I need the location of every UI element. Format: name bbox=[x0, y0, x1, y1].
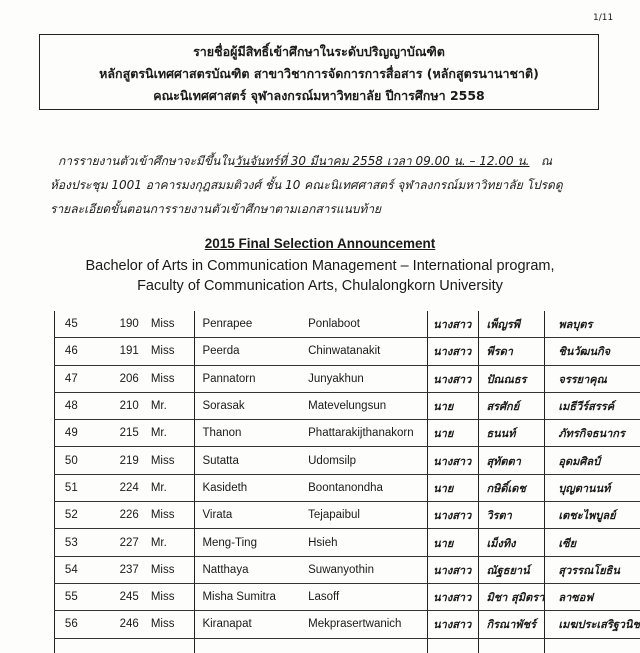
applicant-id-cell: 245 bbox=[88, 583, 145, 610]
header-line-2: หลักสูตรนิเทศศาสตรบัณฑิต สาขาวิชาการจัดการการสื่อสาร (หลักสูตรนานาชาติ) bbox=[40, 64, 598, 84]
thai-title-cell: นางสาว bbox=[428, 447, 479, 474]
first-name-cell: Virata bbox=[195, 502, 301, 529]
row-number-cell: 45 bbox=[55, 311, 88, 338]
faculty-subtitle: Faculty of Communication Arts, Chulalongkorn University bbox=[0, 278, 640, 294]
thai-first-name-cell: กษิดิ์เดช bbox=[479, 474, 545, 501]
partial-cell bbox=[428, 638, 479, 653]
partial-cell bbox=[479, 638, 545, 653]
thai-last-name-cell: อุดมศิลป์ bbox=[545, 447, 640, 474]
thai-first-name-cell: กิรณาพัชร์ bbox=[479, 611, 545, 638]
thai-last-name-cell: บุญตานนท์ bbox=[545, 474, 640, 501]
first-name-cell: Kasideth bbox=[195, 474, 301, 501]
title-cell: Mr. bbox=[145, 392, 195, 419]
thai-title-cell: นางสาว bbox=[428, 311, 479, 338]
title-cell: Miss bbox=[145, 311, 195, 338]
title-cell: Mr. bbox=[145, 474, 195, 501]
thai-title-cell: นางสาว bbox=[428, 338, 479, 365]
last-name-cell: Junyakhun bbox=[301, 365, 428, 392]
thai-last-name-cell: ลาซอฟ bbox=[545, 583, 640, 610]
thai-title-cell: นาย bbox=[428, 392, 479, 419]
applicant-id-cell: 219 bbox=[88, 447, 145, 474]
title-cell: Miss bbox=[145, 365, 195, 392]
header-box bbox=[39, 34, 599, 110]
thai-last-name-cell: พลบุตร bbox=[545, 311, 640, 338]
table-row bbox=[55, 529, 640, 556]
title-cell: Miss bbox=[145, 447, 195, 474]
thai-last-name-cell: เมธีวีร์สรรค์ bbox=[545, 392, 640, 419]
row-number-cell: 49 bbox=[55, 420, 88, 447]
row-number-cell: 53 bbox=[55, 529, 88, 556]
notice-line-1 bbox=[58, 152, 618, 171]
table-row bbox=[55, 583, 640, 610]
program-subtitle: Bachelor of Arts in Communication Management – International program, bbox=[0, 258, 640, 274]
table-row bbox=[55, 474, 640, 501]
thai-title-cell: นางสาว bbox=[428, 611, 479, 638]
first-name-cell: Peerda bbox=[195, 338, 301, 365]
thai-last-name-cell: จรรยาคุณ bbox=[545, 365, 640, 392]
thai-title-cell: นาย bbox=[428, 529, 479, 556]
last-name-cell: Suwanyothin bbox=[301, 556, 428, 583]
announcement-title: 2015 Final Selection Announcement bbox=[0, 236, 640, 251]
thai-first-name-cell: มิชา สุมิตรา bbox=[479, 583, 545, 610]
row-number-cell: 54 bbox=[55, 556, 88, 583]
thai-last-name-cell: สุวรรณโยธิน bbox=[545, 556, 640, 583]
notice-suffix: ณ bbox=[541, 154, 552, 168]
thai-title-cell: นาย bbox=[428, 474, 479, 501]
first-name-cell: Natthaya bbox=[195, 556, 301, 583]
title-cell: Miss bbox=[145, 556, 195, 583]
last-name-cell: Phattarakijthanakorn bbox=[301, 420, 428, 447]
first-name-cell: Pannatorn bbox=[195, 365, 301, 392]
last-name-cell: Boontanondha bbox=[301, 474, 428, 501]
row-number-cell: 51 bbox=[55, 474, 88, 501]
row-number-cell: 50 bbox=[55, 447, 88, 474]
table-row bbox=[55, 311, 640, 338]
applicant-id-cell: 210 bbox=[88, 392, 145, 419]
applicant-id-cell: 227 bbox=[88, 529, 145, 556]
table-row bbox=[55, 392, 640, 419]
partial-cell bbox=[55, 638, 88, 653]
title-cell: Miss bbox=[145, 583, 195, 610]
thai-title-cell: นางสาว bbox=[428, 556, 479, 583]
thai-last-name-cell: ชินวัฒนกิจ bbox=[545, 338, 640, 365]
thai-first-name-cell: สรศักย์ bbox=[479, 392, 545, 419]
notice-prefix: การรายงานตัวเข้าศึกษาจะมีขึ้นใน bbox=[58, 154, 234, 168]
partial-cell bbox=[195, 638, 301, 653]
applicant-id-cell: 215 bbox=[88, 420, 145, 447]
thai-last-name-cell: เตชะไพบูลย์ bbox=[545, 502, 640, 529]
table-row bbox=[55, 338, 640, 365]
applicant-id-cell: 246 bbox=[88, 611, 145, 638]
title-cell: Mr. bbox=[145, 420, 195, 447]
partial-cell bbox=[88, 638, 145, 653]
applicant-id-cell: 190 bbox=[88, 311, 145, 338]
title-cell: Miss bbox=[145, 338, 195, 365]
last-name-cell: Lasoff bbox=[301, 583, 428, 610]
applicant-id-cell: 206 bbox=[88, 365, 145, 392]
row-number-cell: 47 bbox=[55, 365, 88, 392]
last-name-cell: Udomsilp bbox=[301, 447, 428, 474]
thai-title-cell: นางสาว bbox=[428, 583, 479, 610]
thai-title-cell: นางสาว bbox=[428, 365, 479, 392]
last-name-cell: Chinwatanakit bbox=[301, 338, 428, 365]
header-line-3: คณะนิเทศศาสตร์ จุฬาลงกรณ์มหาวิทยาลัย ปีการศึกษา 2558 bbox=[40, 86, 598, 106]
row-number-cell: 52 bbox=[55, 502, 88, 529]
thai-title-cell: นาย bbox=[428, 420, 479, 447]
applicant-id-cell: 224 bbox=[88, 474, 145, 501]
thai-first-name-cell: วิรตา bbox=[479, 502, 545, 529]
first-name-cell: Meng-Ting bbox=[195, 529, 301, 556]
title-cell: Mr. bbox=[145, 529, 195, 556]
applicant-id-cell: 226 bbox=[88, 502, 145, 529]
thai-first-name-cell: เม็งทิง bbox=[479, 529, 545, 556]
first-name-cell: Thanon bbox=[195, 420, 301, 447]
thai-last-name-cell: ภัทรกิจธนากร bbox=[545, 420, 640, 447]
table-row bbox=[55, 447, 640, 474]
last-name-cell: Matevelungsun bbox=[301, 392, 428, 419]
notice-line-3: รายละเอียดขั้นตอนการรายงานตัวเข้าศึกษาตามเอกสารแนบท้าย bbox=[50, 200, 610, 219]
partial-cell bbox=[545, 638, 640, 653]
table-row bbox=[55, 420, 640, 447]
row-number-cell: 56 bbox=[55, 611, 88, 638]
thai-first-name-cell: พีรดา bbox=[479, 338, 545, 365]
row-number-cell: 46 bbox=[55, 338, 88, 365]
thai-first-name-cell: สุทัตตา bbox=[479, 447, 545, 474]
applicant-id-cell: 191 bbox=[88, 338, 145, 365]
header-line-1: รายชื่อผู้มีสิทธิ์เข้าศึกษาในระดับปริญญาบัณฑิต bbox=[40, 42, 598, 62]
thai-last-name-cell: เมฆประเสริฐวนิช bbox=[545, 611, 640, 638]
partial-cell bbox=[145, 638, 195, 653]
first-name-cell: Kiranapat bbox=[195, 611, 301, 638]
page-number: 1/11 bbox=[593, 13, 613, 23]
thai-first-name-cell: เพ็ญรพี bbox=[479, 311, 545, 338]
thai-first-name-cell: ปัณณธร bbox=[479, 365, 545, 392]
thai-first-name-cell: ณัฐธยาน์ bbox=[479, 556, 545, 583]
last-name-cell: Tejapaibul bbox=[301, 502, 428, 529]
partial-cell bbox=[301, 638, 428, 653]
title-cell: Miss bbox=[145, 502, 195, 529]
last-name-cell: Hsieh bbox=[301, 529, 428, 556]
table-row bbox=[55, 556, 640, 583]
notice-date: วันจันทร์ที่ 30 มีนาคม 2558 เวลา 09.00 น. – 12.00 น. bbox=[234, 154, 529, 168]
last-name-cell: Mekprasertwanich bbox=[301, 611, 428, 638]
thai-first-name-cell: ธนนท์ bbox=[479, 420, 545, 447]
title-cell: Miss bbox=[145, 611, 195, 638]
first-name-cell: Penrapee bbox=[195, 311, 301, 338]
table-row bbox=[55, 611, 640, 638]
applicant-id-cell: 237 bbox=[88, 556, 145, 583]
table-row-partial bbox=[55, 638, 640, 653]
selection-table-body bbox=[55, 311, 640, 653]
first-name-cell: Misha Sumitra bbox=[195, 583, 301, 610]
first-name-cell: Sutatta bbox=[195, 447, 301, 474]
selection-table bbox=[54, 311, 640, 653]
last-name-cell: Ponlaboot bbox=[301, 311, 428, 338]
row-number-cell: 55 bbox=[55, 583, 88, 610]
table-row bbox=[55, 502, 640, 529]
table-row bbox=[55, 365, 640, 392]
thai-title-cell: นางสาว bbox=[428, 502, 479, 529]
thai-last-name-cell: เซีย bbox=[545, 529, 640, 556]
notice-line-2: ห้องประชุม 1001 อาคารมงกุฎสมมติวงศ์ ชั้น 10 คณะนิเทศศาสตร์ จุฬาลงกรณ์มหาวิทยาลัย โปรดดู bbox=[50, 176, 610, 195]
row-number-cell: 48 bbox=[55, 392, 88, 419]
first-name-cell: Sorasak bbox=[195, 392, 301, 419]
